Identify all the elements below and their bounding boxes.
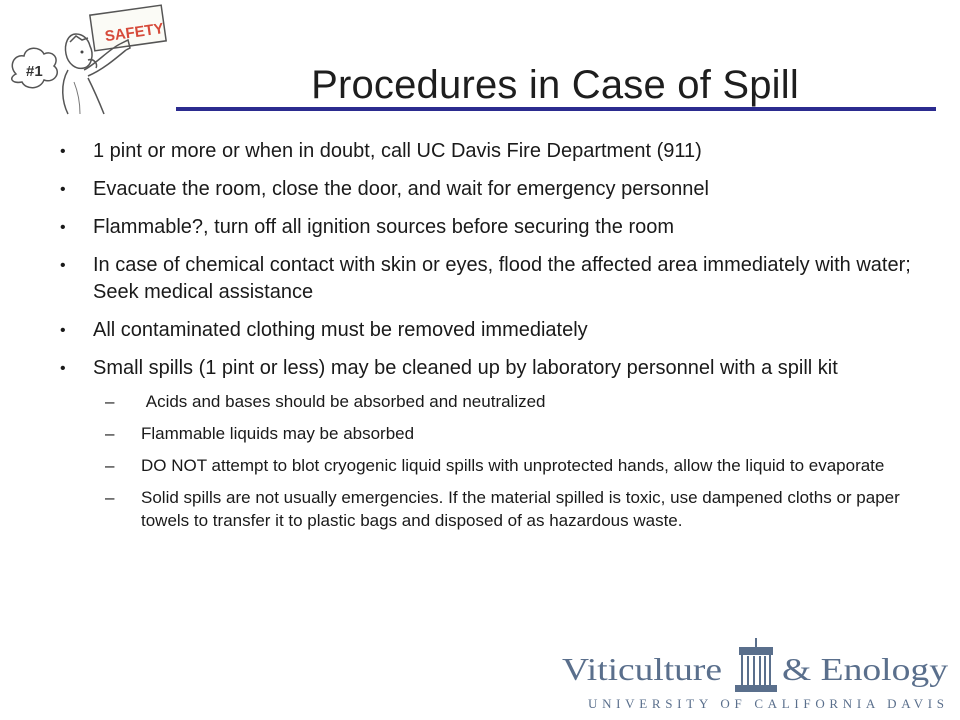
sub-bullet-item: [96, 486, 923, 532]
sub-bullet-list: [93, 390, 920, 532]
bullet-dot: •: [60, 322, 66, 339]
bullet-text: In case of chemical contact with skin or eyes, flood the affected area immediately with water; Seek medical assistance: [93, 254, 911, 303]
sub-bullet-text: Flammable liquids may be absorbed: [141, 424, 415, 443]
bullet-text: All contaminated clothing must be removed immediately: [93, 319, 588, 341]
badge-text: SAFETY: [103, 20, 165, 46]
sub-bullet-item: [96, 454, 923, 477]
slide-title: Procedures in Case of Spill: [311, 62, 799, 107]
bullet-item: [60, 317, 920, 344]
bullet-dot: •: [60, 360, 66, 377]
bullet-item: [60, 138, 920, 165]
logo-line1-left: Viticulture: [562, 651, 722, 687]
sub-bullet-dash: –: [105, 424, 115, 443]
sub-bullet-item: [96, 422, 923, 445]
sub-bullet-item: [96, 390, 923, 413]
sub-bullet-text: DO NOT attempt to blot cryogenic liquid spills with unprotected hands, allow the liquid to evaporate: [141, 456, 885, 475]
sub-bullet-text: Solid spills are not usually emergencies. If the material spilled is toxic, use dampened cloths or paper towels to transfer it to plastic bags and disposed of as hazardous waste.: [141, 488, 900, 530]
bullet-list: [60, 138, 920, 543]
wine-press-icon: [736, 638, 776, 691]
bullet-text: 1 pint or more or when in doubt, call UC Davis Fire Department (911): [93, 140, 702, 162]
sub-bullet-dash: –: [105, 392, 115, 411]
sub-bullet-text: Acids and bases should be absorbed and neutralized: [141, 392, 546, 411]
logo-line1-right: & Enology: [782, 651, 948, 687]
sub-bullet-dash: –: [105, 488, 115, 507]
title-underline: [176, 107, 936, 111]
badge-number: #1: [26, 63, 43, 80]
viticulture-enology-logo: [560, 636, 950, 712]
bullet-text: Small spills (1 pint or less) may be cleaned up by laboratory personnel with a spill kit: [93, 357, 838, 379]
logo-line2: UNIVERSITY OF CALIFORNIA DAVIS: [588, 696, 944, 711]
bullet-dot: •: [60, 181, 66, 198]
bullet-dot: •: [60, 143, 66, 160]
bullet-text: Flammable?, turn off all ignition sources before securing the room: [93, 216, 675, 238]
bullet-dot: •: [60, 257, 66, 274]
bullet-item: [60, 176, 920, 203]
bullet-text: Evacuate the room, close the door, and wait for emergency personnel: [93, 178, 709, 200]
bullet-dot: •: [60, 219, 66, 236]
bullet-item: [60, 355, 920, 532]
safety-cartoon-icon: [4, 4, 174, 116]
bullet-item: [60, 214, 920, 241]
bullet-item: [60, 252, 920, 306]
sub-bullet-dash: –: [105, 456, 115, 475]
